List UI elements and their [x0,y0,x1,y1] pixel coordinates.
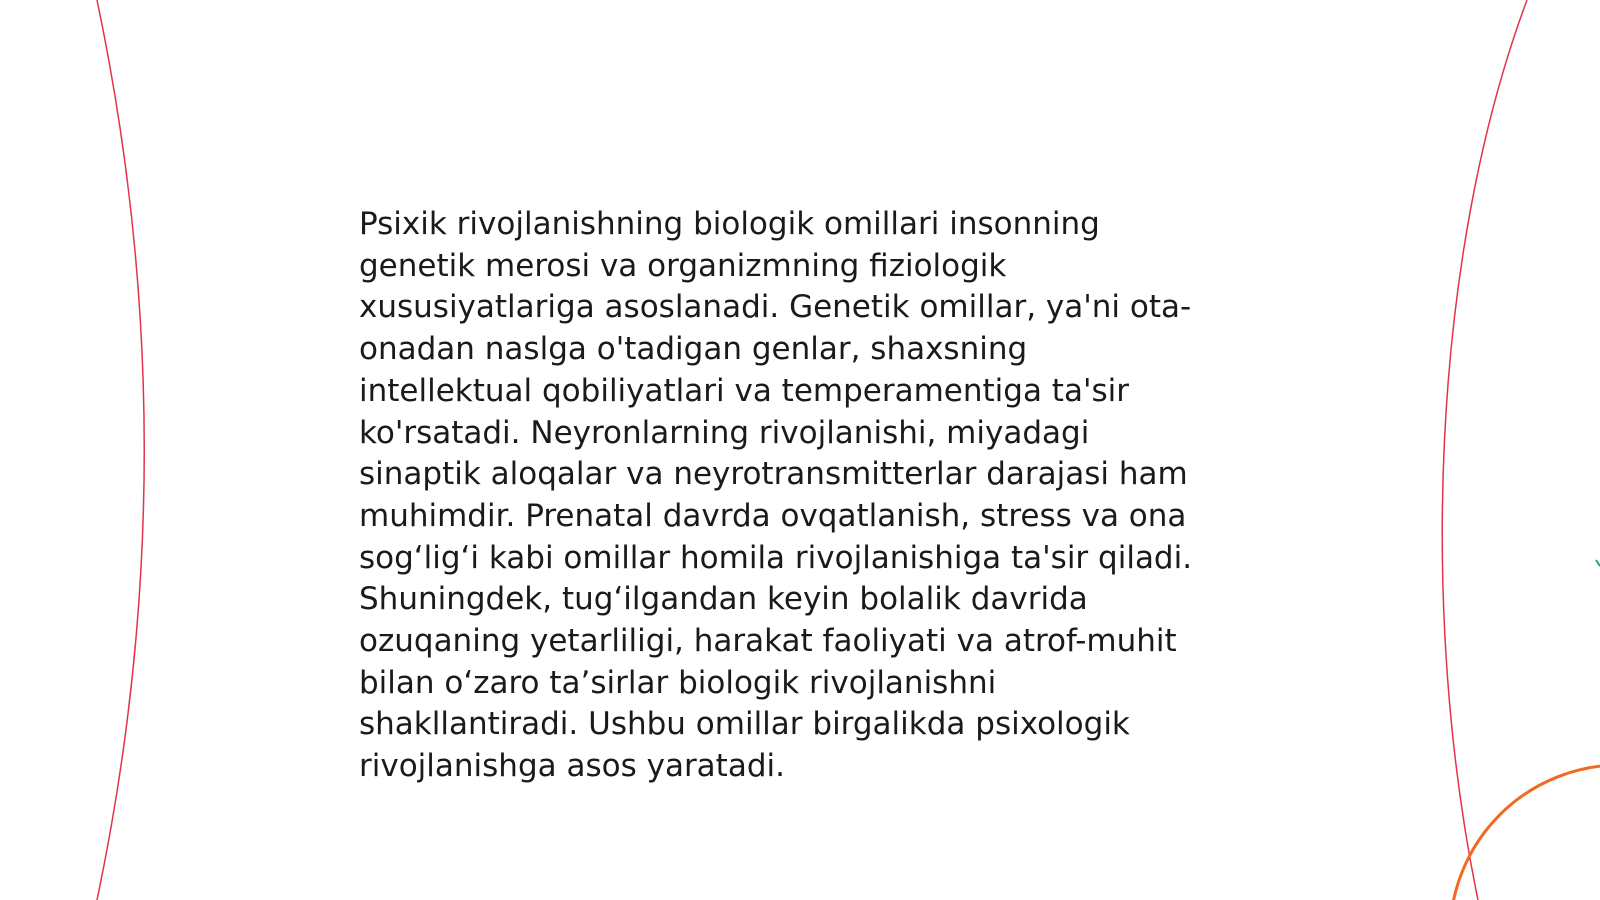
orange-circle-outline [1450,765,1600,900]
right-curve-line [1442,0,1527,900]
body-paragraph: Psixik rivojlanishning biologik omillari insonning genetik merosi va organizmning fiziologik xususiyatlariga asoslanadi. Genetik omillar, ya'ni ota- onadan naslga o'tadigan genlar, shaxsning intellektual qobiliyatlari va temperamentiga ta'sir ko'rsatadi. Neyronlarning rivojlanishi, miyadagi sinaptik aloqalar va neyrotransmitterlar darajasi ham muhimdir. Prenatal davrda ovqatlanish, stress va ona sog‘lig‘i kabi omillar homila rivojlanishiga ta'sir qiladi. Shuningdek, tug‘ilgandan keyin bolalik davrida ozuqaning yetarliligi, harakat faoliyati va atrof-muhit bilan o‘zaro ta’sirlar biologik rivojlanishni shakllantiradi. Ushbu omillar birgalikda psixologik rivojlanishga asos yaratadi. [359,206,1193,785]
teal-tick-mark [1596,560,1600,566]
left-curve-line [97,0,144,900]
